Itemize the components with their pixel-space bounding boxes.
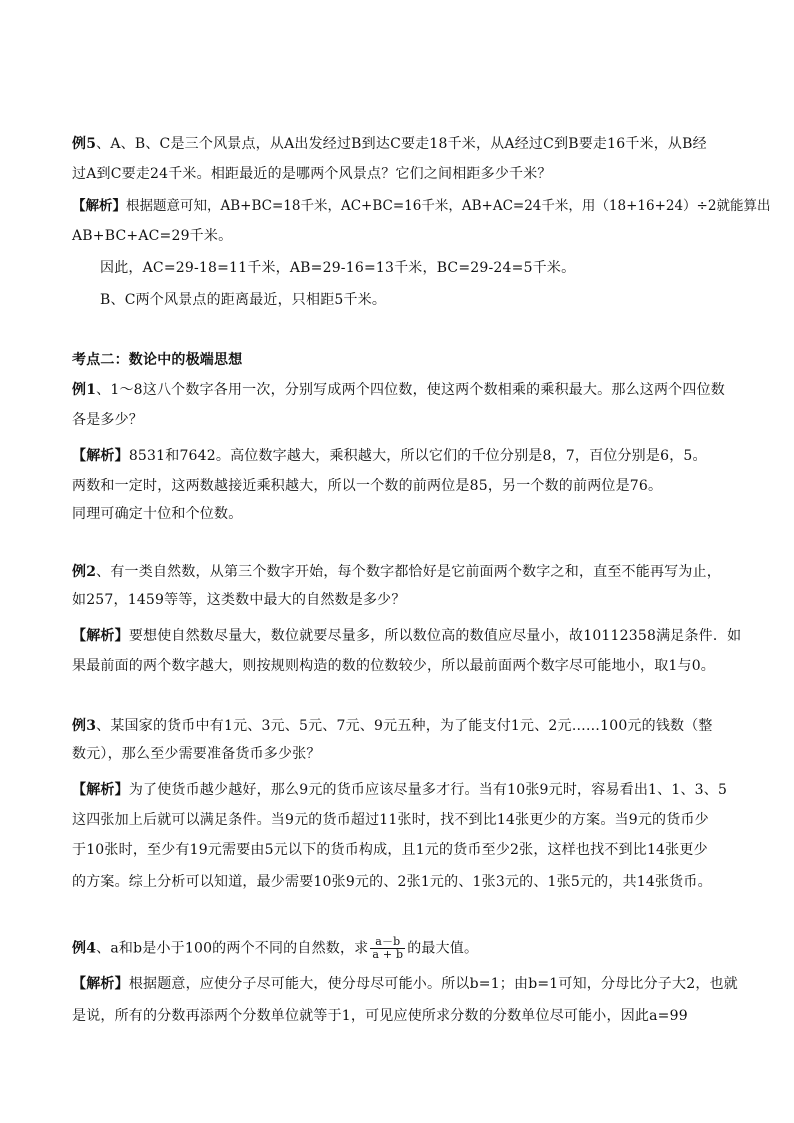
ex5-analysis-line-1: 【解析】根据题意可知，AB+BC=18千米，AC+BC=16千米，AB+AC=24千米，用（18+16+24）÷2就能算出 [72, 198, 771, 214]
ex1-line-1: 例1、1～8这八个数字各用一次，分别写成两个四位数，使这两个数相乘的乘积最大。那么这两个四位数 [72, 382, 725, 398]
ex1-line-2: 各是多少？ [72, 412, 143, 428]
analysis-label: 【解析】 [72, 976, 129, 992]
ex3-line-2: 数元），那么至少需要准备货币多少张？ [72, 746, 321, 762]
ex1-analysis-line-3: 同理可确定十位和个位数。 [72, 506, 243, 522]
ex4-line-1: 例4、a和b是小于100的两个不同的自然数，求 $\frac{a-b}{a + b}$ 的最大值。 [72, 935, 479, 961]
ex5-label: 例5 [72, 136, 97, 152]
fraction-expression [370, 936, 405, 961]
section-heading: 考点二：数论中的极端思想 [72, 352, 243, 368]
ex3-analysis-line-1: 【解析】为了使货币越少越好，那么9元的货币应该尽量多才行。当有10张9元时，容易看出1、1、3、5 [72, 782, 728, 798]
ex2-analysis-line-2: 果最前面的两个数字越大，则按规则构造的数的位数较少，所以最前面两个数字尽可能地小，取1与0。 [72, 658, 716, 674]
ex3-line-1: 例3、某国家的货币中有1元、3元、5元、7元、9元五种，为了能支付1元、2元……100元的钱数（整 [72, 718, 713, 734]
ex2-line-2: 如257，1459等等，这类数中最大的自然数是多少？ [72, 592, 406, 608]
ex3-analysis-line-4: 的方案。综上分析可以知道，最少需要10张9元的、2张1元的、1张3元的、1张5元的，共14张货币。 [72, 874, 712, 890]
ex4-analysis-line-1: 【解析】根据题意，应使分子尽可能大，使分母尽可能小。所以b=1；由b=1可知，分母比分子大2，也就 [72, 976, 738, 992]
ex4-label: 例4 [72, 940, 97, 957]
ex2-label: 例2 [72, 564, 97, 580]
ex2-line-1: 例2、有一类自然数，从第三个数字开始，每个数字都恰好是它前面两个数字之和，直至不能再写为止， [72, 564, 721, 580]
ex1-analysis-line-1: 【解析】8531和7642。高位数字越大，乘积越大，所以它们的千位分别是8，7，百位分别是6，5。 [72, 448, 707, 464]
ex1-analysis-line-2: 两数和一定时，这两数越接近乘积越大，所以一个数的前两位是85，另一个数的前两位是76。 [72, 478, 663, 494]
analysis-label: 【解析】 [72, 628, 129, 644]
ex1-label: 例1 [72, 382, 97, 398]
ex3-analysis-line-2: 这四张加上后就可以满足条件。当9元的货币超过11张时，找不到比14张更少的方案。当9元的货币少 [72, 812, 709, 828]
ex3-analysis-line-3: 于10张时，至少有19元需要由5元以下的货币构成，且1元的货币至少2张，这样也找不到比14张更少 [72, 842, 708, 858]
ex3-label: 例3 [72, 718, 97, 734]
analysis-label: 【解析】 [72, 782, 129, 798]
ex5-analysis-line-4: B、C两个风景点的距离最近，只相距5千米。 [100, 292, 387, 308]
ex2-analysis-line-1: 【解析】要想使自然数尽量大，数位就要尽量多，所以数位高的数值应尽量小，故10112358满足条件．如 [72, 628, 742, 644]
fraction-denominator: a + b [372, 948, 404, 961]
analysis-label: 【解析】 [72, 198, 126, 214]
ex5-line-2: 过A到C要走24千米。相距最近的是哪两个风景点？它们之间相距多少千米？ [72, 166, 552, 182]
fraction-numerator: a－b [370, 936, 405, 949]
ex5-analysis-line-3: 因此，AC=29-18=11千米，AB=29-16=13千米，BC=29-24=5千米。 [100, 260, 576, 276]
ex5-line-1: 例5、A、B、C是三个风景点，从A出发经过B到达C要走18千米，从A经过C到B要走16千米，从B经 [72, 136, 707, 152]
ex5-analysis-line-2: AB+BC+AC=29千米。 [72, 228, 233, 244]
analysis-label: 【解析】 [72, 448, 129, 464]
ex4-analysis-line-2: 是说，所有的分数再添两个分数单位就等于1，可见应使所求分数的分数单位尽可能小，因此a=99 [72, 1008, 688, 1024]
